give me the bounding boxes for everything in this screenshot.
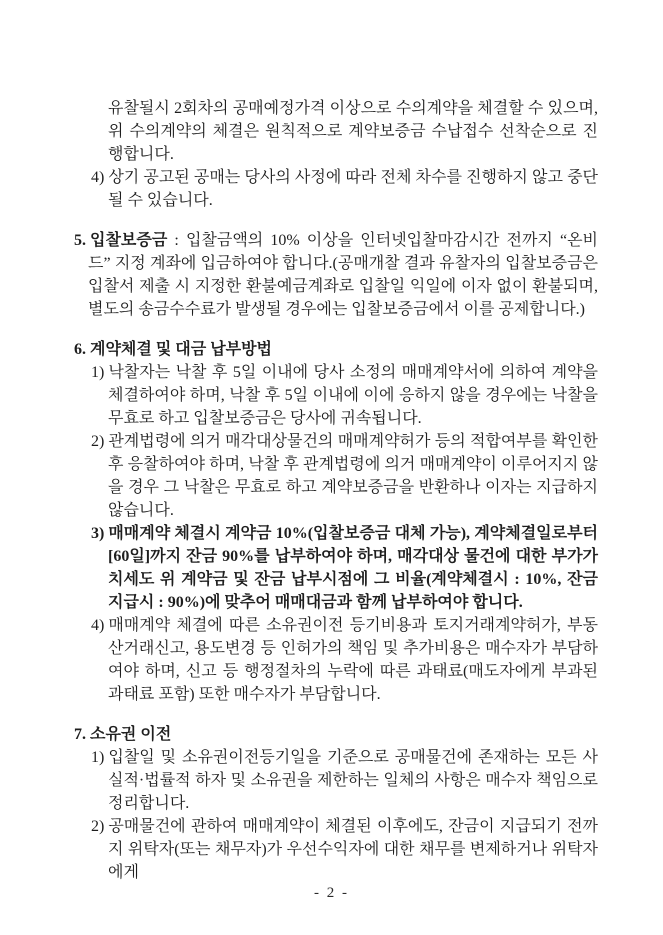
list-item-text: 상기 공고된 공매는 당사의 사정에 따라 전체 차수를 진행하지 않고 중단될 수 있습니다. bbox=[108, 169, 598, 209]
list-item-text: 매매계약 체결에 따른 소유권이전 등기비용과 토지거래계약허가, 부동산거래신고, 용도변경 등 인허가의 책임 및 추가비용은 매수자가 부담하여야 하며, 신고 등 행정절차의 누락에 따른 과태료(매도자에게 부과된 과태료 포함) 또한 매수자가 부담합니다. bbox=[108, 617, 598, 703]
continued-paragraph: 유찰될시 2회차의 공매예정가격 이상으로 수의계약을 체결할 수 있으며, 위 수의계약의 체결은 원칙적으로 계약보증금 수납접수 선착순으로 진행합니다. bbox=[108, 100, 598, 163]
list-item bbox=[74, 815, 598, 884]
list-item-text: 공매물건에 관하여 매매계약이 체결된 이후에도, 잔금이 지급되기 전까지 위탁자(또는 채무자)가 우선수익자에 대한 채무를 변제하거나 위탁자에게 bbox=[108, 818, 598, 881]
list-item-number: 4) bbox=[91, 169, 105, 186]
list-item-number: 1) bbox=[91, 364, 105, 381]
document-page bbox=[74, 97, 598, 884]
list-item bbox=[74, 746, 598, 815]
section-title: 계약체결 및 대금 납부방법 bbox=[90, 341, 273, 358]
list-item-number: 1) bbox=[91, 749, 105, 766]
section-5 bbox=[74, 229, 598, 321]
section-title: 소유권 이전 bbox=[90, 726, 172, 743]
list-item bbox=[74, 614, 598, 706]
section-6 bbox=[74, 338, 598, 706]
section-number: 6. bbox=[74, 341, 86, 358]
section-heading bbox=[74, 338, 598, 361]
list-item-text: 낙찰자는 낙찰 후 5일 이내에 당사 소정의 매매계약서에 의하여 계약을 체결하여야 하며, 낙찰 후 5일 이내에 이에 응하지 않을 경우에는 낙찰을 무효로 하고 입찰보증금은 당사에 귀속됩니다. bbox=[108, 364, 598, 427]
section-separator: : bbox=[167, 232, 186, 249]
section-number: 5. bbox=[74, 232, 86, 249]
list-item-text: 관계법령에 의거 매각대상물건의 매매계약허가 등의 적합여부를 확인한 후 응찰하여야 하며, 낙찰 후 관계법령에 의거 매매계약이 이루어지지 않을 경우 그 낙찰은 무효로 하고 계약보증금을 반환하나 이자는 지급하지 않습니다. bbox=[108, 433, 598, 519]
section-title: 입찰보증금 bbox=[90, 232, 168, 249]
list-item-number: 3) bbox=[91, 525, 105, 542]
list-item-number: 2) bbox=[91, 818, 105, 835]
section-body-text: 입찰금액의 10% 이상을 인터넷입찰마감시간 전까지 “온비드” 지정 계좌에 입금하여야 합니다.(공매개찰 결과 유찰자의 입찰보증금은 입찰서 제출 시 지정한 환불예금계좌로 입찰일 익일에 이자 없이 환불되며, 별도의 송금수수료가 발생될 경우에는 입찰보증금에서 이를 공제합니다.) bbox=[88, 232, 599, 318]
section-5-paragraph bbox=[74, 229, 598, 321]
list-item-text: 입찰일 및 소유권이전등기일을 기준으로 공매물건에 존재하는 모든 사실적·법률적 하자 및 소유권을 제한하는 일체의 사항은 매수자 책임으로 정리합니다. bbox=[108, 749, 598, 812]
list-item bbox=[74, 166, 598, 212]
section-7 bbox=[74, 723, 598, 884]
list-item-number: 2) bbox=[91, 433, 105, 450]
page-number: - 2 - bbox=[314, 885, 349, 901]
section-number: 7. bbox=[74, 726, 86, 743]
list-item-text: 매매계약 체결시 계약금 10%(입찰보증금 대체 가능), 계약체결일로부터 [60일]까지 잔금 90%를 납부하여야 하며, 매각대상 물건에 대한 부가가치세도 위 계약금 및 잔금 납부시점에 그 비율(계약체결시 : 10%, 잔금 지급시 : 90%)에 맞추어 매매대금과 함께 납부하여야 합니다. bbox=[108, 525, 598, 611]
list-item bbox=[74, 361, 598, 430]
list-item bbox=[74, 430, 598, 522]
list-item-emphasized bbox=[74, 522, 598, 614]
list-item-number: 4) bbox=[91, 617, 105, 634]
section-heading bbox=[74, 723, 598, 746]
